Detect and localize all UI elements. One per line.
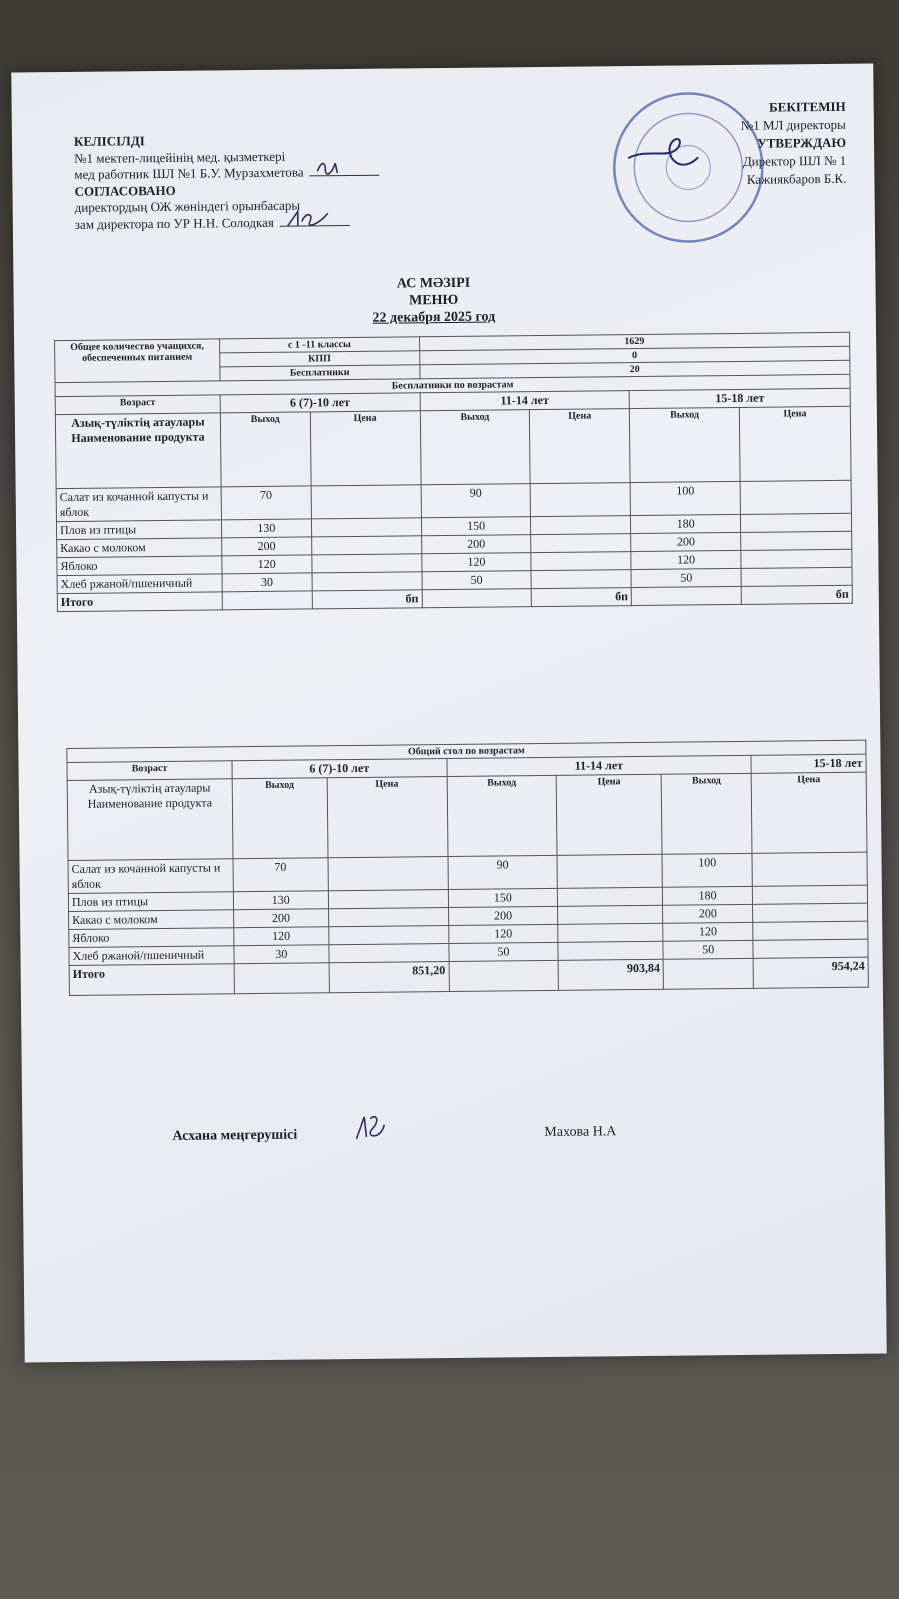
- free-meals-table: [54, 332, 853, 612]
- product-name: Какао с молоком: [69, 910, 234, 930]
- menu-document: [11, 64, 886, 1363]
- canteen-head-signature: [350, 1111, 390, 1145]
- col-price: Цена: [327, 777, 448, 858]
- col-out: Выход: [420, 410, 531, 485]
- summary-row-label: с 1 -11 классы: [219, 337, 419, 353]
- price: [531, 570, 631, 589]
- product-name: Хлеб ржаной/пшеничный: [69, 946, 234, 966]
- price: [740, 480, 851, 514]
- price: [312, 572, 422, 591]
- age-label: Возраст: [55, 395, 220, 415]
- summary-row-value: 0: [419, 346, 850, 365]
- price: [531, 516, 631, 535]
- product-name: Какао с молоком: [57, 538, 222, 558]
- header-right-approvals: [741, 98, 847, 189]
- portion: 30: [234, 945, 329, 964]
- price: [311, 518, 421, 537]
- portion: 150: [421, 517, 531, 536]
- portion: 200: [421, 535, 531, 554]
- total-value: бп: [312, 590, 422, 609]
- product-name: Салат из кочанной капусты и яблок: [56, 487, 221, 522]
- product-name: Хлеб ржаной/пшеничный: [57, 574, 222, 594]
- footer-signature: [172, 1123, 732, 1145]
- price: [558, 887, 663, 906]
- total-label: Итого: [57, 592, 222, 612]
- agreed-ru: СОГЛАСОВАНО: [74, 182, 176, 199]
- free-table-title: Бесплатники по возрастам: [55, 374, 850, 396]
- price: [311, 536, 421, 555]
- col-price: Цена: [310, 411, 421, 486]
- portion: 130: [233, 891, 328, 910]
- col-price: Цена: [530, 409, 631, 484]
- portion: 120: [663, 922, 753, 941]
- col-price: Цена: [751, 772, 867, 853]
- age-group: 15-18 лет: [629, 388, 850, 408]
- total-value: бп: [532, 588, 632, 607]
- col-price: Цена: [739, 406, 851, 481]
- summary-row-value: 1629: [419, 332, 850, 351]
- portion: 130: [221, 519, 311, 538]
- summary-row-label: КПП: [220, 351, 420, 367]
- portion: 120: [421, 553, 531, 572]
- age-group: 11-14 лет: [420, 391, 630, 411]
- price: [558, 923, 663, 942]
- portion: 70: [233, 858, 328, 892]
- col-out: Выход: [661, 773, 752, 854]
- product-name: Плов из птицы: [56, 520, 221, 540]
- price: [741, 531, 852, 550]
- portion: 90: [448, 855, 558, 889]
- medic-title-kz: №1 мектеп-лицейінің мед. қызметкері: [74, 148, 286, 166]
- portion: 200: [221, 537, 311, 556]
- menu-date: 22 декабря 2025 год: [372, 309, 496, 326]
- col-price: Цена: [557, 774, 663, 855]
- product-name: Салат из кочанной капусты и яблок: [68, 859, 233, 894]
- portion: 50: [631, 568, 741, 587]
- product-header: Азық-түліктің атаулары Наименование продукта: [67, 779, 233, 861]
- age-label: Возраст: [67, 761, 232, 781]
- price: [557, 854, 662, 888]
- age-group: 6 (7)-10 лет: [220, 393, 420, 413]
- price: [752, 852, 867, 886]
- header-left-approvals: [74, 131, 380, 233]
- price: [531, 483, 631, 517]
- canteen-head-name: Махова Н.А: [544, 1124, 617, 1141]
- portion: 100: [662, 853, 752, 887]
- price: [531, 552, 631, 571]
- total-label: Итого: [69, 964, 234, 996]
- general-table-title: Общий стол по возрастам: [67, 740, 866, 762]
- director-title-kz: №1 МЛ директоры: [740, 116, 846, 133]
- total-value: 903,84: [558, 959, 663, 990]
- portion: 30: [222, 573, 312, 592]
- portion: 50: [448, 942, 558, 961]
- medic-signature: [310, 175, 380, 177]
- deputy-signature: [280, 225, 350, 227]
- portion: 50: [422, 571, 532, 590]
- total-value: 851,20: [329, 962, 449, 993]
- price: [558, 905, 663, 924]
- deputy-title-ru: зам директора по УР Н.Н. Солодкая: [75, 213, 380, 233]
- portion: 120: [448, 924, 558, 943]
- product-name: Яблоко: [57, 556, 222, 576]
- general-meals-table: [66, 740, 869, 996]
- price: [741, 567, 852, 586]
- portion: 200: [233, 909, 328, 928]
- director-name: Кажиякбаров Б.К.: [746, 170, 847, 187]
- price: [558, 941, 663, 960]
- portion: 120: [631, 550, 741, 569]
- approve-ru: УТВЕРЖДАЮ: [757, 134, 847, 151]
- price: [328, 908, 448, 927]
- price: [741, 549, 852, 568]
- medic-title-ru: мед работник ШЛ №1 Б.У. Мурзахметова: [74, 164, 379, 184]
- col-out: Выход: [447, 775, 558, 856]
- approve-kz: БЕКІТЕМІН: [769, 98, 846, 115]
- portion: 90: [421, 484, 531, 518]
- price: [531, 534, 631, 553]
- price: [311, 485, 421, 519]
- col-out: Выход: [220, 412, 311, 487]
- portion: 200: [631, 532, 741, 551]
- col-out: Выход: [630, 407, 741, 482]
- portion: 120: [222, 555, 312, 574]
- director-title-ru: Директор ШЛ № 1: [742, 152, 847, 169]
- title-kz: АС МӘЗІРІ: [396, 275, 471, 292]
- price: [741, 513, 852, 532]
- summary-row-value: 20: [419, 360, 850, 379]
- menu-title-block: [343, 274, 524, 327]
- age-group: 6 (7)-10 лет: [232, 759, 447, 779]
- price: [753, 939, 868, 958]
- age-group: 15-18 лет: [751, 754, 866, 773]
- portion: 100: [630, 481, 740, 515]
- agreed-kz: КЕЛІСІЛДІ: [73, 133, 145, 149]
- canteen-head-label: Асхана меңгерушісі: [172, 1127, 298, 1144]
- product-header: Азық-түліктің атаулары Наименование продукта: [55, 413, 221, 489]
- price: [329, 944, 449, 963]
- total-value: бп: [741, 585, 852, 604]
- price: [752, 885, 867, 904]
- col-out: Выход: [232, 778, 328, 859]
- portion: 200: [663, 904, 753, 923]
- price: [753, 921, 868, 940]
- portion: 150: [448, 888, 558, 907]
- deputy-title-kz: директордың ОЖ жөніндегі орынбасары: [74, 197, 301, 215]
- summary-row-label: Бесплатники: [220, 365, 420, 381]
- title-ru: МЕНЮ: [408, 292, 459, 309]
- age-group: 11-14 лет: [447, 755, 752, 776]
- portion: 70: [221, 486, 311, 520]
- price: [753, 903, 868, 922]
- portion: 180: [631, 514, 741, 533]
- portion: 50: [663, 940, 753, 959]
- portion: 120: [234, 927, 329, 946]
- product-name: Плов из птицы: [68, 892, 233, 912]
- summary-label: Общее количество учащихся, обеспеченных питанием: [55, 339, 220, 383]
- price: [328, 857, 448, 891]
- portion: 180: [663, 886, 753, 905]
- portion: 200: [448, 906, 558, 925]
- total-value: 954,24: [753, 957, 868, 988]
- price: [312, 554, 422, 573]
- price: [328, 890, 448, 909]
- product-name: Яблоко: [69, 928, 234, 948]
- price: [328, 926, 448, 945]
